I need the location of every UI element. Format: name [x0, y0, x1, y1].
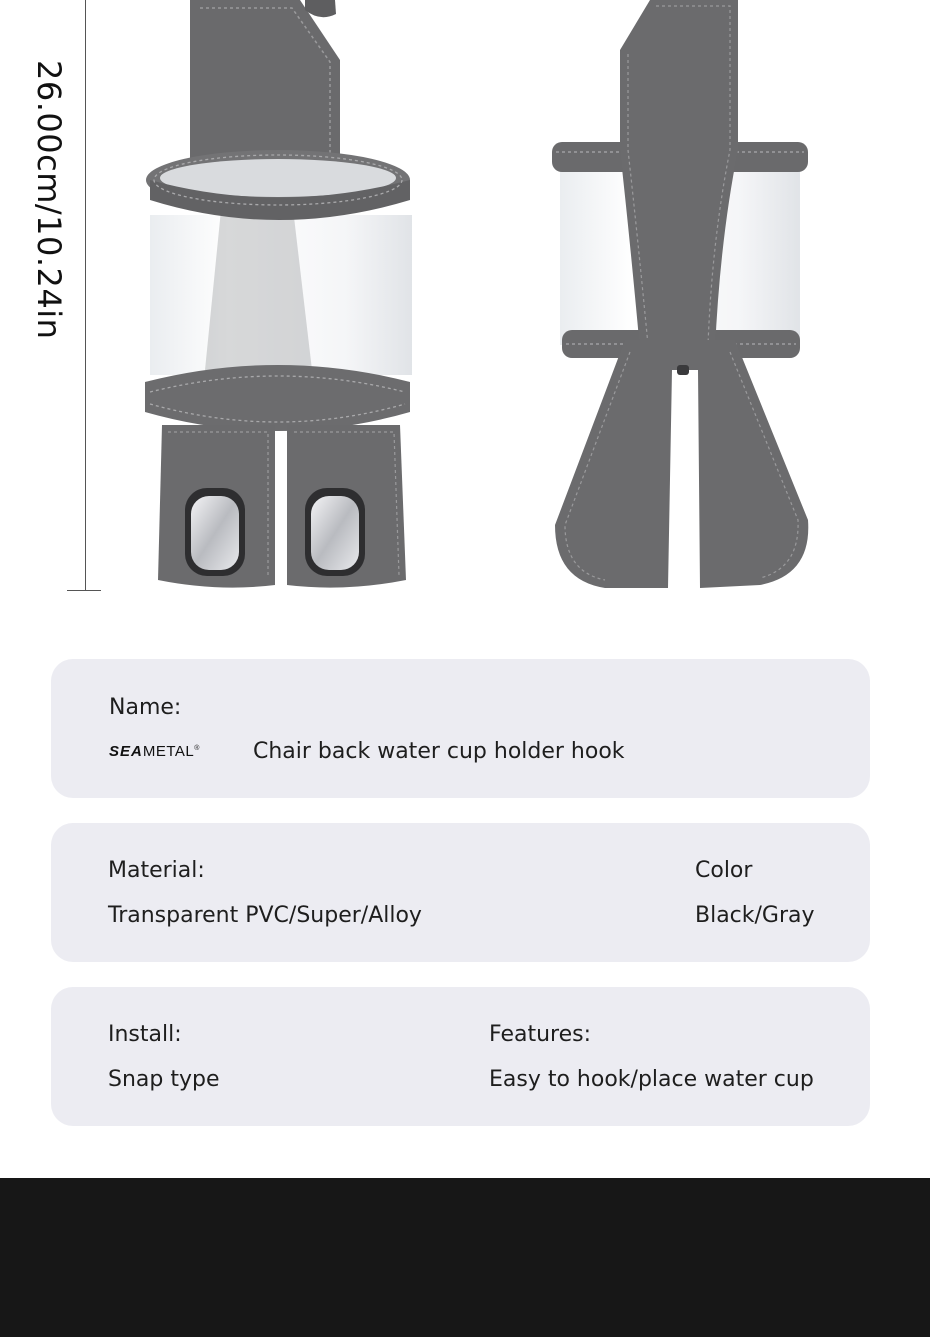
material-value: Transparent PVC/Super/Alloy	[108, 903, 422, 928]
name-value: Chair back water cup holder hook	[253, 739, 625, 764]
color-value: Black/Gray	[695, 903, 815, 928]
material-label: Material:	[108, 858, 205, 883]
features-label: Features:	[489, 1022, 592, 1047]
product-image-area	[0, 0, 930, 620]
brand-logo-metal: METAL	[142, 743, 195, 760]
product-illustration	[0, 0, 930, 620]
color-label: Color	[695, 858, 753, 883]
name-label: Name:	[109, 695, 182, 720]
install-value: Snap type	[108, 1067, 220, 1092]
features-value: Easy to hook/place water cup	[489, 1067, 814, 1092]
material-card	[51, 823, 870, 962]
name-card	[51, 659, 870, 798]
cup-holder-back-image	[552, 0, 808, 588]
brand-logo-sea: SEA	[109, 743, 143, 760]
install-card	[51, 987, 870, 1126]
brand-logo-registered: ®	[194, 745, 200, 752]
footer-bar	[0, 1178, 930, 1337]
brand-logo	[109, 743, 199, 760]
dimension-label: 26.00cm/10.24in	[30, 60, 68, 340]
install-label: Install:	[108, 1022, 182, 1047]
cup-holder-front-image	[145, 0, 412, 588]
